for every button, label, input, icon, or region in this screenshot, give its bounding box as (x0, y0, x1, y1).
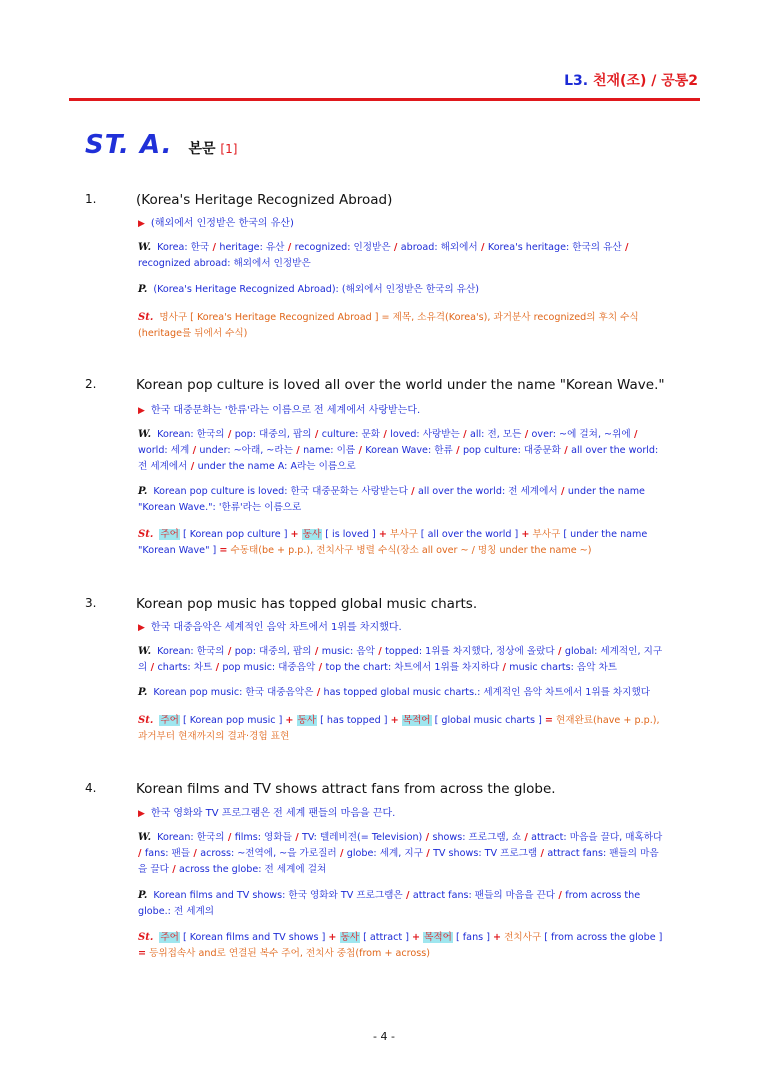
object-bracket: [ global music charts ] (434, 715, 542, 726)
word-entry: over: ~에 걸쳐, ~위에 (531, 429, 631, 440)
word-entry: loved: 사랑받는 (390, 429, 460, 440)
verb-bracket: [ attract ] (363, 932, 409, 943)
phrase-entry: Korean films and TV shows: 한국 영화와 TV 프로그램은 (153, 890, 403, 901)
word-entry: music charts: 음악 차트 (509, 662, 618, 673)
word-entry: Korean: 한국의 (157, 832, 225, 843)
triangle-arrow-icon: ▶ (138, 406, 145, 416)
subject-bracket: [ Korean pop culture ] (182, 529, 288, 540)
word-entry: TV shows: TV 프로그램 (433, 848, 538, 859)
word-entry: all: 전, 모든 (469, 429, 522, 440)
phrase-entry: (Korea's Heritage Recognized Abroad): (해외에서 인정받은 한국의 유산) (153, 284, 479, 295)
english-sentence: Korean pop culture is loved all over the world under the name "Korean Wave." (136, 377, 665, 393)
word-entry: across: ~전역에, ~을 가로질러 (200, 848, 337, 859)
word-entry: attract: 마음을 끌다, 매혹하다 (531, 832, 663, 843)
phrase-list: P. Korean films and TV shows: 한국 영화와 TV 프로그램은 / attract fans: 팬들의 마음을 끈다 / from across the globe.: 전 세계의 (138, 890, 641, 917)
st-tag: St. (138, 715, 154, 726)
word-entry: shows: 프로그램, 쇼 (432, 832, 521, 843)
word-list: W. Korean: 한국의 / pop: 대중의, 팝의 / culture: 문화 / loved: 사랑받는 / all: 전, 모든 / over: ~에 걸쳐, ~위에 / world: 세계 / under: ~아래, ~라는 / name: 이름 / Korean Wave: 한류 / pop culture: 대중문화 / all over the world: 전 세계에서 / under the name A: A라는 이름으로 (138, 429, 659, 472)
structure-note: St. 주어 [ Korean pop music ] + 동사 [ has topped ] + 목적어 [ global music charts ] = 현재완료(have + p.p.), 과거부터 현재까지의 결과·경험 표현 (138, 715, 660, 742)
w-tag: W. (138, 646, 152, 657)
word-entry: recognized: 인정받은 (294, 242, 391, 253)
word-entry: pop culture: 대중문화 (462, 445, 561, 456)
object-bracket: [ fans ] (456, 932, 490, 943)
korean-text: 한국 대중음악은 세계적인 음악 차트에서 1위를 차지했다. (150, 622, 402, 633)
word-entry: films: 영화들 (234, 832, 292, 843)
word-list: W. Korean: 한국의 / pop: 대중의, 팝의 / music: 음악 / topped: 1위를 차지했다, 정상에 올랐다 / global: 세계적인, 지구의 / charts: 차트 / pop music: 대중음악 / top the chart: 차트에서 1위를 차지하다 / music charts: 음악 차트 (138, 646, 663, 673)
korean-translation (138, 401, 420, 416)
triangle-arrow-icon: ▶ (138, 219, 145, 229)
phrase-entry: Korean pop culture is loved: 한국 대중문화는 사랑받는다 (153, 486, 408, 497)
p-tag: P. (138, 890, 148, 901)
phrase-entry: all over the world: 전 세계에서 (418, 486, 558, 497)
subject-bracket: [ Korean films and TV shows ] (182, 932, 326, 943)
structure-text: 등위접속사 and로 연결된 복수 주어, 전치사 중첩(from + across) (149, 948, 431, 959)
word-entry: world: 세계 (138, 445, 190, 456)
structure-note (138, 310, 664, 342)
korean-text: 한국 영화와 TV 프로그램은 전 세계 팬들의 마음을 끈다. (150, 808, 396, 819)
word-entry: attract fans: 팬들의 마음을 끌다 (138, 848, 659, 875)
phrase-entry: Korean pop music: 한국 대중음악은 (153, 687, 314, 698)
item-number: 4. (85, 781, 97, 795)
adverb-label: 부사구 (389, 529, 418, 540)
lesson-header (69, 70, 698, 90)
section-title (85, 130, 237, 160)
phrase-entry: under the name "Korean Wave.": '한류'라는 이름으로 (138, 486, 645, 513)
english-sentence: (Korea's Heritage Recognized Abroad) (136, 192, 393, 208)
subject-bracket: [ Korean pop music ] (182, 715, 283, 726)
item-number: 2. (85, 377, 97, 391)
word-list: W. Korean: 한국의 / films: 영화들 / TV: 텔레비전(= Television) / shows: 프로그램, 쇼 / attract: 마음을 끌다, 매혹하다 / fans: 팬들 / across: ~전역에, ~을 가로질러 / globe: 세계, 지구 / TV shows: TV 프로그램 / attract fans: 팬들의 마음을 끌다 / across the globe: 전 세계에 걸쳐 (138, 832, 663, 875)
st-tag: St. (138, 312, 154, 323)
phrase-list: P. Korean pop music: 한국 대중음악은 / has topped global music charts.: 세계적인 음악 차트에서 1위를 차지했다 (138, 685, 664, 701)
word-entry: heritage: 유산 (219, 242, 285, 253)
w-tag: W. (138, 429, 152, 440)
adverb-bracket: [ all over the world ] (420, 529, 519, 540)
structure-text: 현재완료(have + p.p.), 과거부터 현재까지의 결과·경험 표현 (138, 715, 660, 742)
section-number: [1] (220, 142, 238, 156)
structure-text: 수동태(be + p.p.), 전치사구 병렬 수식(장소 all over ~ / 명칭 under the name ~) (230, 545, 592, 556)
verb-label: 동사 (302, 529, 322, 540)
header-rule (69, 98, 700, 101)
verb-bracket: [ has topped ] (320, 715, 388, 726)
verb-label: 동사 (340, 932, 360, 943)
korean-translation (138, 804, 395, 819)
lesson-title: 천재(조) / 공통2 (592, 73, 698, 89)
korean-translation (138, 618, 402, 633)
phrase-list (138, 282, 664, 298)
object-label: 목적어 (402, 715, 431, 726)
word-entry: TV: 텔레비전(= Television) (302, 832, 423, 843)
structure-text: 명사구 [ Korea's Heritage Recognized Abroad ] = 제목, 소유격(Korea's), 과거분사 recognized의 후치 수식(heritage를 뒤에서 수식) (138, 312, 639, 339)
phrase-entry: from across the globe.: 전 세계의 (138, 890, 641, 917)
korean-translation (138, 214, 294, 229)
word-entry: recognized abroad: 해외에서 인정받은 (138, 258, 311, 269)
adverb-bracket: [ under the name "Korean Wave" ] (138, 529, 648, 556)
korean-text: (해외에서 인정받은 한국의 유산) (150, 218, 294, 229)
word-entry: Korea: 한국 (157, 242, 210, 253)
verb-label: 동사 (297, 715, 317, 726)
prep-bracket: [ from across the globe ] (544, 932, 663, 943)
section-name (188, 138, 237, 158)
word-entry: under: ~아래, ~라는 (199, 445, 293, 456)
p-tag: P. (138, 486, 148, 497)
verb-bracket: [ is loved ] (325, 529, 376, 540)
phrase-entry: attract fans: 팬들의 마음을 끈다 (412, 890, 556, 901)
page-number: - 4 - (373, 1030, 395, 1043)
phrase-list: P. Korean pop culture is loved: 한국 대중문화는 사랑받는다 / all over the world: 전 세계에서 / under the name "Korean Wave.": '한류'라는 이름으로 (138, 486, 645, 513)
prep-label: 전치사구 (504, 932, 542, 943)
word-entry: under the name A: A라는 이름으로 (197, 461, 356, 472)
word-entry: charts: 차트 (157, 662, 213, 673)
phrase-entry: has topped global music charts.: 세계적인 음악 차트에서 1위를 차지했다 (323, 687, 650, 698)
subject-label: 주어 (160, 715, 179, 726)
p-tag: P. (138, 687, 148, 698)
st-tag: St. (138, 932, 154, 943)
word-entry: top the chart: 차트에서 1위를 차지하다 (325, 662, 500, 673)
word-entry: global: 세계적인, 지구의 (138, 646, 663, 673)
word-entry: culture: 문화 (321, 429, 381, 440)
word-entry: globe: 세계, 지구 (346, 848, 423, 859)
item-number: 1. (85, 192, 97, 206)
english-sentence: Korean films and TV shows attract fans from across the globe. (136, 781, 556, 797)
triangle-arrow-icon: ▶ (138, 623, 145, 633)
w-tag: W. (138, 242, 152, 253)
word-entry: all over the world: 전 세계에서 (138, 445, 659, 472)
word-entry: Korean: 한국의 (157, 646, 225, 657)
object-label: 목적어 (424, 932, 452, 943)
w-tag: W. (138, 832, 152, 843)
word-entry: Korean: 한국의 (157, 429, 225, 440)
word-entry: music: 음악 (321, 646, 375, 657)
word-entry: topped: 1위를 차지했다, 정상에 올랐다 (385, 646, 555, 657)
st-tag: St. (138, 529, 154, 540)
structure-note: St. 주어 [ Korean pop culture ] + 동사 [ is loved ] + 부사구 [ all over the world ] + 부사구 [ under the name "Korean Wave" ] = 수동태(be + p.p.), 전치사구 병렬 수식(장소 all over ~ / 명칭 under the name ~) (138, 529, 648, 556)
word-entry: Korea's heritage: 한국의 유산 (487, 242, 622, 253)
subject-label: 주어 (160, 529, 179, 540)
triangle-arrow-icon: ▶ (138, 809, 145, 819)
word-entry: pop: 대중의, 팝의 (234, 429, 312, 440)
lesson-number: L3. (564, 73, 589, 89)
p-tag: P. (138, 284, 148, 295)
word-entry: across the globe: 전 세계에 걸쳐 (179, 864, 327, 875)
korean-text: 한국 대중문화는 '한류'라는 이름으로 전 세계에서 사랑받는다. (150, 405, 421, 416)
word-entry: fans: 팬들 (144, 848, 191, 859)
subject-label: 주어 (160, 932, 179, 943)
word-entry: pop music: 대중음악 (222, 662, 316, 673)
item-number: 3. (85, 596, 97, 610)
adverb-label: 부사구 (532, 529, 561, 540)
english-sentence: Korean pop music has topped global music charts. (136, 596, 478, 612)
word-list: W. Korea: 한국 / heritage: 유산 / recognized: 인정받은 / abroad: 해외에서 / Korea's heritage: 한국의 유산 / recognized abroad: 해외에서 인정받은 (138, 242, 629, 269)
section-label: ST. A. (85, 130, 173, 160)
word-entry: pop: 대중의, 팝의 (234, 646, 312, 657)
section-name-text: 본문 (188, 141, 216, 157)
word-entry: Korean Wave: 한류 (365, 445, 453, 456)
word-entry: name: 이름 (303, 445, 356, 456)
word-entry: abroad: 해외에서 (400, 242, 478, 253)
structure-note: St. 주어 [ Korean films and TV shows ] + 동사 [ attract ] + 목적어 [ fans ] + 전치사구 [ from across the globe ] = 등위접속사 and로 연결된 복수 주어, 전치사 중첩(from + across) (138, 932, 663, 959)
